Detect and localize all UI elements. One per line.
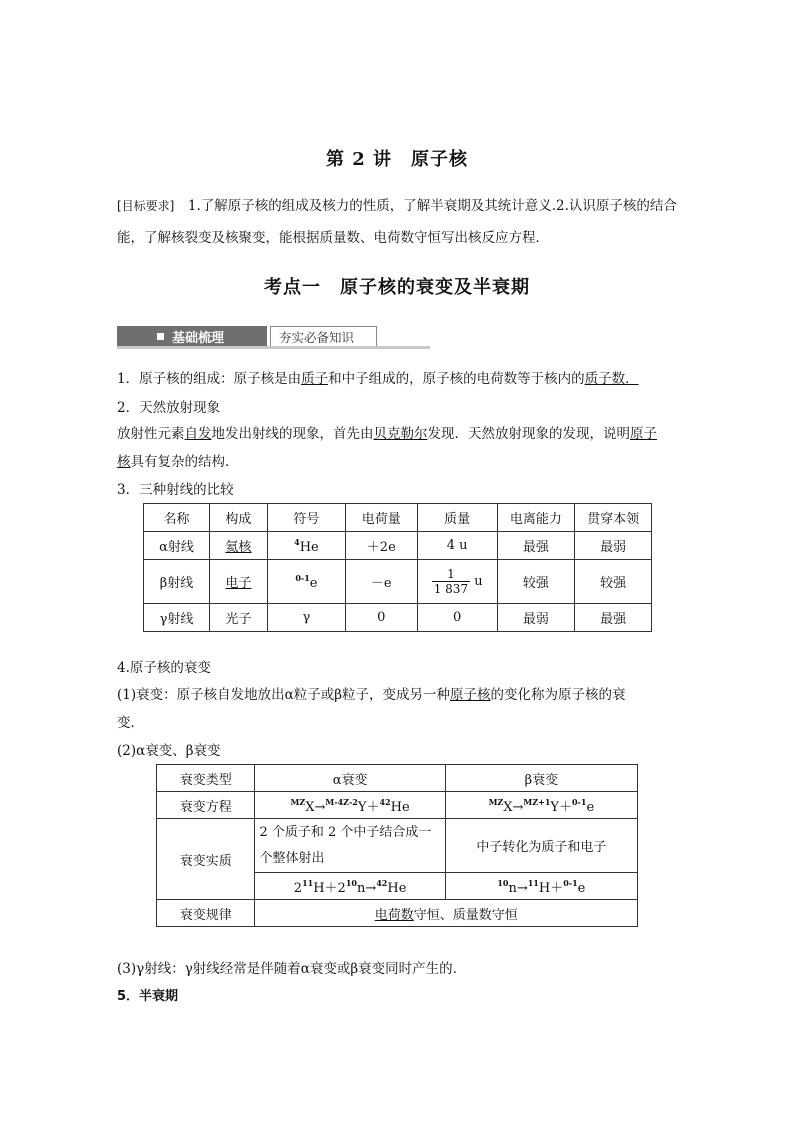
table-row-alpha	[144, 532, 652, 560]
header-cell: β衰变	[445, 765, 637, 792]
cell-underlined: 电子	[225, 576, 252, 591]
text: 放射性元素	[117, 426, 185, 442]
table-row-rule	[157, 900, 638, 927]
heading-decay: 4.原子核的衰变	[117, 660, 211, 676]
cell: 衰变方程	[157, 792, 255, 819]
cell: 衰变实质	[157, 819, 255, 900]
underlined-text: 电荷数	[374, 907, 414, 923]
table-row-beta	[144, 560, 652, 604]
text: 1．原子核的组成：原子核是由	[117, 371, 302, 387]
fraction	[432, 567, 470, 596]
cell: 4 u	[417, 532, 497, 560]
cell: 最弱	[575, 532, 652, 560]
cell-underlined: 氦核	[225, 540, 252, 555]
banner-dark	[117, 326, 267, 346]
alpha-equation	[255, 792, 445, 819]
underlined-text: 贝克勒尔	[373, 426, 428, 442]
cell: 0	[345, 604, 417, 632]
underlined-text: 质子	[301, 371, 329, 387]
superscript: M-4Z-2	[325, 796, 358, 807]
unit: u	[474, 574, 483, 589]
header-cell: 质量	[417, 504, 497, 532]
header-cell: 电离能力	[497, 504, 575, 532]
beta-essence-equation	[445, 873, 637, 900]
cell: 最强	[575, 604, 652, 632]
rule-cell	[255, 900, 638, 927]
formula-part: H＋	[538, 880, 564, 896]
formula-part: 2	[293, 880, 303, 896]
cell: ＋2e	[345, 532, 417, 560]
header-cell: 衰变类型	[157, 765, 255, 792]
text: 守恒、质量数守恒	[413, 907, 518, 923]
superscript: 4	[294, 536, 300, 547]
symbol-cell	[267, 532, 345, 560]
cell: 光子	[209, 604, 267, 632]
page-title: 第 2 讲 原子核	[325, 149, 469, 170]
underlined-text: 原子核	[450, 687, 491, 703]
formula-part: e	[586, 799, 595, 815]
mass-cell	[417, 560, 497, 604]
text: 具有复杂的结构．	[130, 454, 239, 470]
underlined-text: 原子	[630, 426, 657, 442]
formula-part: Y＋	[357, 799, 380, 815]
cell: γ射线	[144, 604, 210, 632]
underlined-text: 核	[117, 454, 131, 470]
heading-three-rays: 3．三种射线的比较	[117, 482, 234, 498]
denominator: 1 837	[433, 582, 469, 596]
superscript: 10	[345, 877, 357, 888]
banner-dark-label: 基础梳理	[172, 331, 225, 346]
header-cell: 构成	[209, 504, 267, 532]
superscript: 42	[379, 796, 391, 807]
underlined-text: 质子数．	[584, 371, 639, 387]
paragraph-radioactivity	[117, 422, 657, 442]
formula-part: He	[387, 880, 407, 896]
banner-rule	[117, 346, 430, 349]
formula-part: X→	[503, 799, 524, 815]
text: (1)衰变：原子核自发地放出α粒子或β粒子，变成另一种	[117, 687, 451, 703]
banner-light-label: 夯实必备知识	[279, 330, 355, 345]
goal-tag: [目标要求]	[117, 199, 175, 213]
text: 发现．天然放射现象的发现，说明	[427, 426, 630, 442]
cell: －e	[345, 560, 417, 604]
paragraph-decay-def-cont: 变．	[117, 715, 144, 731]
header-cell: 名称	[144, 504, 210, 532]
formula-part: n→	[508, 880, 528, 896]
cell: 较强	[497, 560, 575, 604]
symbol: He	[299, 539, 319, 555]
heading-radioactivity: 2．天然放射现象	[117, 400, 221, 416]
table-header-row	[144, 504, 652, 532]
paragraph-radioactivity-cont	[117, 450, 239, 470]
header-cell: 电荷量	[345, 504, 417, 532]
section-title: 考点一 原子核的衰变及半衰期	[264, 277, 530, 298]
text: 的变化称为原子核的衰	[490, 687, 626, 703]
decay-table	[156, 764, 638, 927]
formula-part: H＋2	[313, 880, 346, 896]
section-banner	[117, 323, 430, 349]
paragraph-alpha-beta: (2)α衰变、β衰变	[117, 743, 221, 759]
paragraph-composition	[117, 367, 639, 387]
line: 个整体射出	[259, 850, 325, 866]
formula-part: Y＋	[550, 799, 572, 815]
square-icon	[157, 333, 164, 340]
superscript: 11	[302, 877, 314, 888]
superscript: 0-1	[295, 572, 310, 583]
superscript: MZ	[488, 796, 504, 807]
superscript: 10	[497, 877, 509, 888]
cell: 0	[417, 604, 497, 632]
cell: 衰变规律	[157, 900, 255, 927]
line: 2 个质子和 2 个中子结合成一	[259, 824, 432, 840]
superscript: MZ+1	[523, 796, 551, 807]
superscript: 42	[376, 877, 388, 888]
cell: 最弱	[497, 604, 575, 632]
numerator: 1	[432, 567, 470, 582]
cell: α射线	[144, 532, 210, 560]
header-cell: α衰变	[255, 765, 445, 792]
superscript: 0-1	[571, 796, 587, 807]
symbol: e	[309, 575, 318, 591]
text: 地发出射线的现象，首先由	[211, 426, 374, 442]
goal-text: 1.了解原子核的组成及核力的性质，了解半衰期及其统计意义.2.认识原子核的结合能，了解核裂变及核聚变，能根据质量数、电荷数守恒写出核反应方程．	[117, 198, 677, 246]
beta-essence: 中子转化为质子和电子	[445, 819, 637, 873]
learning-goals	[117, 190, 682, 254]
table-row-gamma	[144, 604, 652, 632]
heading-half-life: 5．半衰期	[117, 989, 179, 1004]
cell: γ	[267, 604, 345, 632]
text: 和中子组成的，原子核的电荷数等于核内的	[328, 371, 585, 387]
symbol-cell	[267, 560, 345, 604]
alpha-essence	[255, 819, 445, 873]
paragraph-decay-def	[117, 683, 626, 703]
cell: 较强	[575, 560, 652, 604]
table-row-equation	[157, 792, 638, 819]
rays-comparison-table	[143, 503, 652, 632]
table-header-row	[157, 765, 638, 792]
header-cell: 贯穿本领	[575, 504, 652, 532]
formula-part: n→	[356, 880, 377, 896]
superscript: 11	[527, 877, 539, 888]
superscript: 0-1	[563, 877, 578, 888]
superscript: MZ	[290, 796, 306, 807]
banner-light	[270, 326, 377, 348]
cell: 最强	[497, 532, 575, 560]
formula-part: X→	[305, 799, 326, 815]
formula-part: He	[390, 799, 410, 815]
table-row-essence	[157, 819, 638, 873]
beta-equation	[445, 792, 637, 819]
underlined-text: 自发	[184, 426, 212, 442]
alpha-essence-equation	[255, 873, 445, 900]
formula-part: e	[577, 880, 586, 896]
paragraph-gamma: (3)γ射线：γ射线经常是伴随着α衰变或β衰变同时产生的．	[117, 961, 467, 977]
cell: β射线	[144, 560, 210, 604]
header-cell: 符号	[267, 504, 345, 532]
